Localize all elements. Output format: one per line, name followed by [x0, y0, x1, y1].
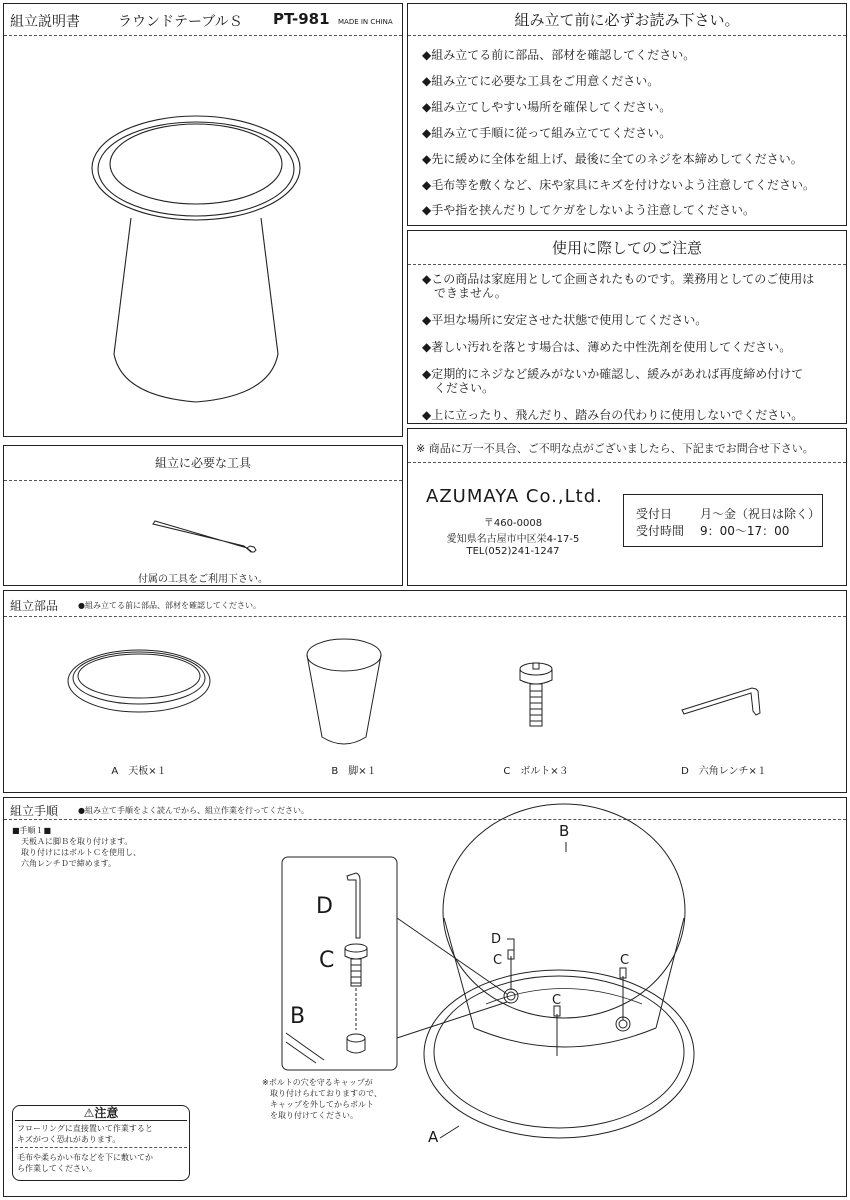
usage-item-4b: ください。 — [422, 381, 495, 395]
before-item-1: ◆組み立てる前に部品、部材を確認してください。 — [422, 48, 696, 62]
model-number: PT-981 — [273, 10, 330, 28]
caution-line-4: ら作業してください。 — [17, 1164, 97, 1173]
caution-line-1: フローリングに直接置いて作業すると — [17, 1124, 153, 1133]
before-assembly-header — [408, 4, 846, 36]
table-illustration — [4, 4, 404, 438]
part-d-wrench-drawing — [682, 688, 760, 715]
diagram-label-a: A — [428, 1128, 439, 1146]
postal-code: 〒460-0008 — [483, 518, 543, 529]
cap-note-line-3: キャップを外してからボルト — [262, 1100, 374, 1109]
address: 愛知県名古屋市中区栄4-17-5 — [446, 534, 580, 545]
hours-label: 受付時間 — [636, 524, 685, 538]
product-name: ラウンドテーブルＳ — [118, 14, 243, 30]
usage-item-5: ◆上に立ったり、飛んだり、踏み台の代わりに使用しないでください。 — [422, 408, 804, 422]
step1-title: ■手順１■ — [12, 826, 52, 835]
usage-item-1b: できません。 — [422, 286, 507, 300]
steps-title: 組立手順 — [10, 804, 59, 818]
doc-title: 組立説明書 — [10, 14, 80, 30]
diagram-label-d: D — [491, 932, 502, 947]
tools-title: 組立に必要な工具 — [154, 456, 251, 470]
usage-item-1a: ◆この商品は家庭用として企画されたものです。業務用としてのご使用は — [422, 272, 815, 286]
before-assembly-title: 組み立て前に必ずお読み下さい。 — [514, 11, 740, 29]
before-assembly-panel — [407, 3, 847, 226]
detail-label-c: C — [319, 948, 335, 973]
step1-line-1: 天板Ａに脚Ｂを取り付けます。 — [21, 837, 133, 846]
cap-note-line-4: を取り付けてください。 — [262, 1111, 358, 1120]
usage-header — [408, 231, 846, 265]
part-c-bolt-drawing — [520, 663, 552, 726]
before-item-4: ◆組み立て手順に従って組み立ててください。 — [422, 126, 672, 140]
parts-note: ●組み立てる前に部品、部材を確認してください。 — [78, 601, 261, 610]
caution-divider — [15, 1147, 187, 1148]
usage-item-2: ◆平坦な場所に安定させた状態で使用してください。 — [422, 313, 708, 327]
usage-item-3: ◆著しい汚れを落とす場合は、薄めた中性洗剤を使用してください。 — [422, 340, 792, 354]
before-item-7: ◆手や指を挟んだりしてケガをしないよう注意してください。 — [422, 203, 755, 217]
days-label: 受付日 — [636, 507, 673, 521]
header-product-panel — [3, 3, 403, 437]
usage-panel — [407, 230, 847, 424]
tools-caption: 付属の工具をご利用下さい。 — [138, 574, 268, 585]
days-value: 月～金（祝日は除く） — [700, 507, 821, 521]
caution-title: ⚠注意 — [15, 1106, 187, 1121]
step1-line-2: 取り付けにはボルトＣを使用し、 — [21, 848, 141, 857]
steps-note: ●組み立て手順をよく読んでから、組立作業を行ってください。 — [78, 806, 309, 815]
before-item-6: ◆毛布等を敷くなど、床や家具にキズを付けないよう注意してください。 — [422, 178, 815, 192]
step1-line-3: 六角レンチＤで締めます。 — [21, 859, 117, 868]
steps-panel — [3, 797, 847, 1197]
caution-box — [12, 1105, 190, 1181]
usage-title: 使用に際してのご注意 — [551, 239, 702, 257]
detail-label-b: B — [290, 1004, 306, 1029]
contact-panel — [407, 428, 847, 586]
cap-note-line-1: ※ボルトの穴を守るキャップが — [262, 1078, 373, 1087]
part-d-label: D 六角レンチ×１ — [681, 766, 767, 777]
part-a-label: A 天板×１ — [111, 766, 167, 777]
cap-note-line-2: 取り付けられておりますので、 — [262, 1089, 382, 1098]
caution-line-2: キズがつく恐れがあります。 — [17, 1135, 121, 1144]
part-b-leg-drawing — [307, 639, 381, 744]
before-item-2: ◆組み立てに必要な工具をご用意ください。 — [422, 74, 660, 88]
part-b-label: B 脚×１ — [331, 766, 377, 777]
diagram-label-c-3: C — [620, 953, 630, 968]
telephone: TEL(052)241-1247 — [466, 546, 560, 557]
usage-item-4a: ◆定期的にネジなど緩みがないか確認し、緩みがあれば再度締め付けて — [422, 367, 804, 381]
contact-note-bar — [408, 429, 846, 463]
hours-box — [623, 494, 823, 547]
detail-label-d: D — [316, 894, 333, 919]
caution-line-3: 毛布や柔らかい布などを下に敷いてか — [17, 1153, 153, 1162]
before-item-3: ◆組み立てしやすい場所を確保してください。 — [422, 100, 672, 114]
origin-label: MADE IN CHINA — [338, 18, 393, 26]
diagram-label-b: B — [559, 822, 570, 840]
contact-note: ※ 商品に万一不具合、ご不明な点がございましたら、下記までお問合せ下さい。 — [416, 442, 814, 455]
part-c-label: C ボルト×３ — [503, 766, 569, 777]
tools-panel — [3, 445, 403, 586]
hours-value: 9：00～17：00 — [700, 524, 790, 538]
parts-title: 組立部品 — [10, 599, 59, 613]
hex-wrench-icon — [4, 446, 404, 587]
parts-panel — [3, 590, 847, 793]
part-a-tabletop-drawing — [68, 650, 210, 712]
before-item-5: ◆先に緩めに全体を組上げ、最後に全てのネジを本締めしてください。 — [422, 152, 803, 166]
company-name: AZUMAYA Co.,Ltd. — [426, 486, 603, 507]
diagram-label-c-1: C — [493, 953, 503, 968]
diagram-label-c-2: C — [552, 993, 562, 1008]
